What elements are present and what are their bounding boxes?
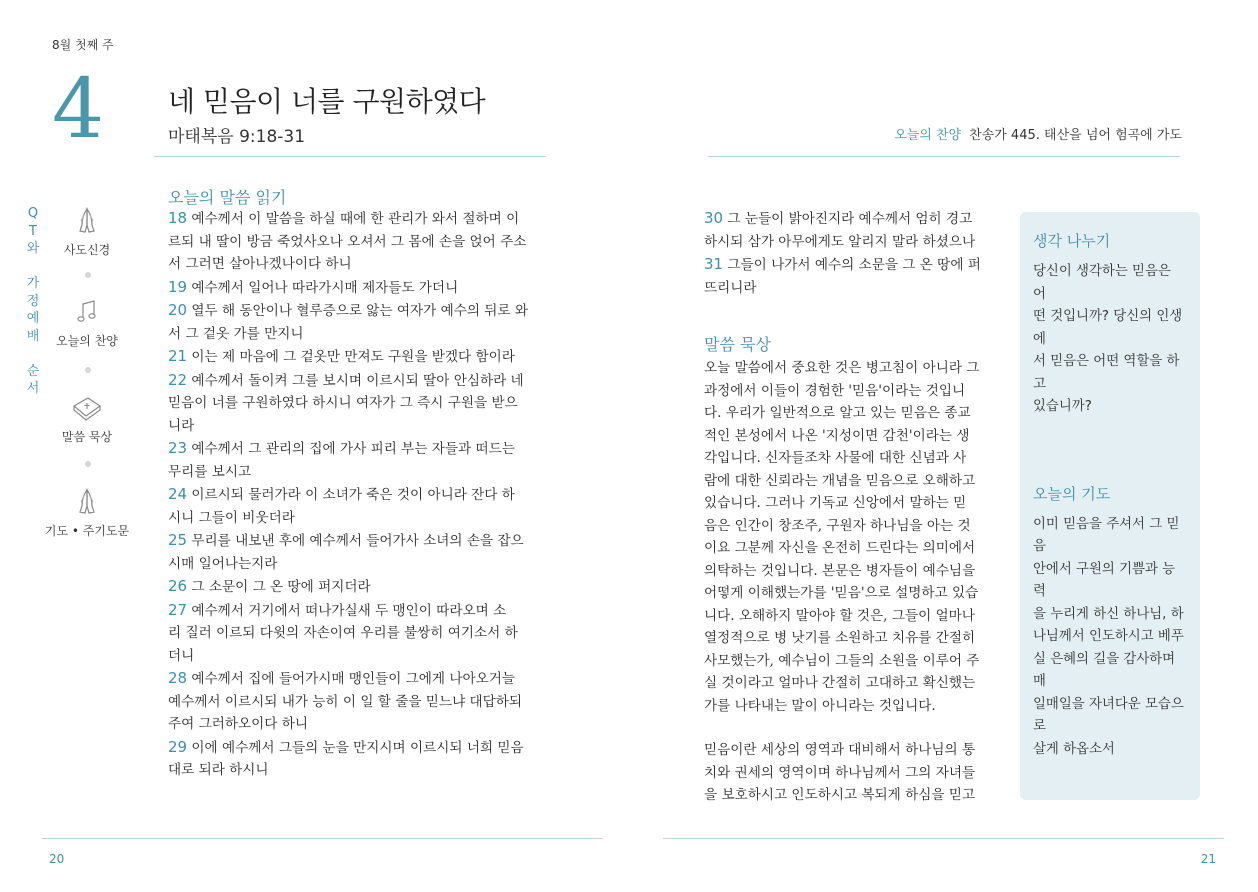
verse-text: 르되 내 딸이 방금 죽었사오나 오셔서 그 몸에 손을 얹어 주소 xyxy=(168,233,527,250)
verse-text: 하시되 삼가 아무에게도 알리지 말라 하셨으나 xyxy=(704,233,976,250)
verse-line xyxy=(168,461,548,484)
meditation-line: 의탁하는 것입니다. 본문은 병자들이 예수님을 xyxy=(704,562,976,579)
verse-text: 무리를 내보낸 후에 예수께서 들어가사 소녀의 손을 잡으 xyxy=(187,533,524,549)
verse-text: 이에 예수께서 그들의 눈을 만지시며 이르시되 너희 믿음 xyxy=(187,739,524,756)
verse-number: 30 xyxy=(704,209,724,227)
scripture-reference: 마태복음 9:18-31 xyxy=(168,127,306,147)
meditation-line: 각입니다. 신자들조차 사물에 대한 신념과 사 xyxy=(704,450,967,466)
verse-line xyxy=(168,231,548,254)
verse-line xyxy=(704,277,1004,300)
verse-number: 31 xyxy=(704,255,724,273)
verse-number: 28 xyxy=(168,669,188,687)
side-item-label: 사도신경 xyxy=(63,243,111,257)
verse-line xyxy=(168,437,548,461)
verse-text: 믿음이 너를 구원하였다 하시니 여자가 그 즉시 구원을 받으 xyxy=(168,395,518,411)
verse-number: 25 xyxy=(168,531,188,549)
meditation-heading: 말씀 묵상 xyxy=(704,335,771,354)
verse-line xyxy=(168,276,548,300)
scripture-text-continued xyxy=(704,207,1004,299)
meditation-paragraph-2 xyxy=(704,739,1004,807)
verse-line xyxy=(704,253,1004,277)
verse-line xyxy=(168,645,548,668)
verse-text: 예수께서 이르시되 내가 능히 이 일 할 줄을 믿느냐 대답하되 xyxy=(168,693,523,710)
verse-line xyxy=(168,599,548,623)
verse-number: 26 xyxy=(168,577,188,595)
verse-text: 니라 xyxy=(168,417,195,434)
meditation-line: 사모했는가, 예수님이 그들의 소원을 이루어 주 xyxy=(704,652,980,669)
side-item-prayer xyxy=(32,486,142,539)
meditation-line: 을 보호하시고 인도하시고 복되게 하심을 믿고 xyxy=(704,787,976,803)
meditation-line: 니다. 오해하지 말아야 할 것은, 그들이 얼마나 xyxy=(704,607,975,624)
verse-text: 예수께서 거기에서 떠나가실새 두 맹인이 따라오며 소 xyxy=(187,602,507,619)
meditation-line: 이요 그분께 자신을 온전히 드린다는 의미에서 xyxy=(704,540,976,556)
verse-text: 이는 제 마음에 그 겉옷만 만져도 구원을 받겠다 함이라 xyxy=(187,349,515,365)
prayer-line: 이미 믿음을 주셔서 그 믿음 xyxy=(1033,516,1180,554)
verse-text: 그 눈들이 밝아진지라 예수께서 엄히 경고 xyxy=(723,211,973,227)
verse-text: 뜨리니라 xyxy=(704,279,757,296)
verse-line xyxy=(168,507,548,530)
separator-dot xyxy=(85,367,91,373)
share-heading: 생각 나누기 xyxy=(1033,232,1111,250)
prayer-line: 나님께서 인도하시고 베푸 xyxy=(1033,629,1184,644)
verse-number: 21 xyxy=(168,347,188,365)
side-item-label: 기도 • 주기도문 xyxy=(44,524,130,538)
meditation-line: 믿음이란 세상의 영역과 대비해서 하나님의 통 xyxy=(704,742,976,758)
verse-text: 그 소문이 그 온 땅에 퍼지더라 xyxy=(187,579,371,595)
verse-text: 이르시되 물러가라 이 소녀가 죽은 것이 아니라 잔다 하 xyxy=(187,487,515,503)
prayer-line: 실 은혜의 길을 감사하며 매 xyxy=(1033,651,1176,689)
verse-text: 주여 그러하오이다 하니 xyxy=(168,716,308,732)
verse-text: 열두 해 동안이나 혈루증으로 앓는 여자가 예수의 뒤로 와 xyxy=(187,303,529,319)
verse-line xyxy=(168,345,548,369)
reading-heading: 오늘의 말씀 읽기 xyxy=(168,188,287,207)
scripture-text xyxy=(168,207,548,782)
share-line: 서 믿음은 어떤 역할을 하고 xyxy=(1033,354,1180,392)
verse-text: 예수께서 일어나 따라가시매 제자들도 가더니 xyxy=(187,279,459,296)
verse-number: 27 xyxy=(168,600,188,619)
verse-line xyxy=(168,253,548,276)
music-note-icon xyxy=(70,296,104,328)
verse-text: 예수께서 집에 들어가시매 맹인들이 그에게 나아오거늘 xyxy=(187,671,516,687)
verse-line xyxy=(168,713,548,736)
side-item-todays-hymn xyxy=(32,296,142,349)
meditation-line: 열정적으로 병 낫기를 소원하고 치유를 간절히 xyxy=(704,630,976,646)
separator-dot xyxy=(85,461,91,467)
meditation-line: 과정에서 이들이 경험한 '믿음'이라는 것입니 xyxy=(704,382,966,399)
hymn-label: 오늘의 찬양 xyxy=(894,128,962,143)
meditation-line: 어떻게 이해했는가를 '믿음'으로 설명하고 있습 xyxy=(704,585,979,601)
verse-number: 19 xyxy=(168,277,188,296)
header-divider xyxy=(708,156,1180,157)
side-item-meditation xyxy=(32,392,142,445)
verse-line xyxy=(168,667,548,691)
meditation-line: 있습니다. 그러나 기독교 신앙에서 말하는 믿 xyxy=(704,495,967,511)
verse-number: 24 xyxy=(168,485,188,503)
bible-icon xyxy=(70,392,104,424)
verse-number: 22 xyxy=(168,370,188,389)
side-item-label: 오늘의 찬양 xyxy=(56,334,118,348)
share-line: 있습니까? xyxy=(1033,399,1092,414)
prayer-line: 을 누리게 하신 하나님, 하 xyxy=(1033,606,1184,622)
footer-divider xyxy=(663,838,1224,839)
verse-text: 예수께서 돌이켜 그를 보시며 이르시되 딸아 안심하라 네 xyxy=(187,372,524,389)
verse-text: 서 그 겉옷 가를 만지니 xyxy=(168,325,304,342)
meditation-line: 적인 본성에서 나온 '지성이면 감천'이라는 생 xyxy=(704,427,970,444)
hymn-value: 찬송가 445. 태산을 넘어 험곡에 가도 xyxy=(969,128,1182,143)
verse-line xyxy=(168,392,548,415)
meditation-line: 치와 권세의 영역이며 하나님께서 그의 자녀들 xyxy=(704,764,976,781)
share-line: 떤 것입니까? 당신의 인생에 xyxy=(1033,309,1183,347)
verse-line xyxy=(168,207,548,231)
verse-number: 23 xyxy=(168,439,188,457)
verse-line xyxy=(168,622,548,645)
lesson-number: 4 xyxy=(52,62,105,157)
week-label: 8월 첫째 주 xyxy=(52,38,114,52)
verse-text: 대로 되라 하시니 xyxy=(168,762,269,778)
meditation-line: 다. 우리가 일반적으로 알고 있는 믿음은 종교 xyxy=(704,405,971,421)
title-divider xyxy=(154,156,546,157)
verse-number: 20 xyxy=(168,301,188,319)
share-text xyxy=(1033,261,1188,419)
verse-line xyxy=(704,231,1004,254)
meditation-paragraph-1 xyxy=(704,357,1004,717)
page-number-left: 20 xyxy=(49,852,65,866)
sidebar-box xyxy=(1020,212,1200,800)
meditation-line: 음은 인간이 창조주, 구원자 하나님을 아는 것 xyxy=(704,517,971,534)
verse-number: 29 xyxy=(168,737,188,756)
meditation-line: 람에 대한 신뢰라는 개념을 믿음으로 오해하고 xyxy=(704,472,976,489)
verse-line xyxy=(168,323,548,346)
verse-text: 더니 xyxy=(168,647,195,664)
praying-hands-icon xyxy=(70,205,104,237)
verse-line xyxy=(168,369,548,393)
verse-line xyxy=(168,759,548,782)
prayer-heading: 오늘의 기도 xyxy=(1033,484,1111,503)
verse-line xyxy=(168,691,548,714)
verse-line xyxy=(168,415,548,438)
meditation-line: 가를 나타내는 말이 아니라는 것입니다. xyxy=(704,697,936,714)
verse-line xyxy=(168,553,548,576)
verse-text: 서 그러면 살아나겠나이다 하니 xyxy=(168,256,352,272)
prayer-text xyxy=(1033,514,1188,762)
separator-dot xyxy=(85,272,91,278)
verse-line xyxy=(168,529,548,553)
verse-text: 그들이 나가서 예수의 소문을 그 온 땅에 퍼 xyxy=(723,257,981,273)
prayer-line: 안에서 구원의 기쁨과 능력 xyxy=(1033,561,1176,599)
side-vertical-label: Q T 와 가 정 예 배 순 서 xyxy=(26,206,40,396)
todays-hymn xyxy=(894,124,1182,143)
verse-line xyxy=(704,207,1004,231)
verse-line xyxy=(168,299,548,323)
page-number-right: 21 xyxy=(1200,852,1216,866)
verse-text: 시니 그들이 비웃더라 xyxy=(168,509,295,526)
prayer-line: 일매일을 자녀다운 모습으로 xyxy=(1033,696,1184,734)
verse-line xyxy=(168,736,548,760)
meditation-line: 실 것이라고 얼마나 간절히 고대하고 확신했는 xyxy=(704,675,976,691)
verse-line xyxy=(168,483,548,507)
verse-text: 무리를 보시고 xyxy=(168,463,252,480)
page-title: 네 믿음이 너를 구원하였다 xyxy=(168,85,486,118)
verse-text: 리 질러 이르되 다윗의 자손이여 우리를 불쌍히 여기소서 하 xyxy=(168,625,518,641)
prayer-line: 살게 하옵소서 xyxy=(1033,741,1115,757)
praying-hands-icon xyxy=(70,486,104,518)
verse-line xyxy=(168,575,548,599)
side-item-apostles-creed xyxy=(32,205,142,258)
side-item-label: 말씀 묵상 xyxy=(61,430,113,444)
verse-text: 예수께서 이 말씀을 하실 때에 한 관리가 와서 절하며 이 xyxy=(187,211,520,227)
share-line: 당신이 생각하는 믿음은 어 xyxy=(1033,264,1171,302)
meditation-line: 오늘 말씀에서 중요한 것은 병고침이 아니라 그 xyxy=(704,360,980,376)
footer-divider xyxy=(42,838,603,839)
verse-number: 18 xyxy=(168,209,188,227)
verse-text: 예수께서 그 관리의 집에 가사 피리 부는 자들과 떠드는 xyxy=(187,441,515,457)
verse-text: 시매 일어나는지라 xyxy=(168,555,278,572)
